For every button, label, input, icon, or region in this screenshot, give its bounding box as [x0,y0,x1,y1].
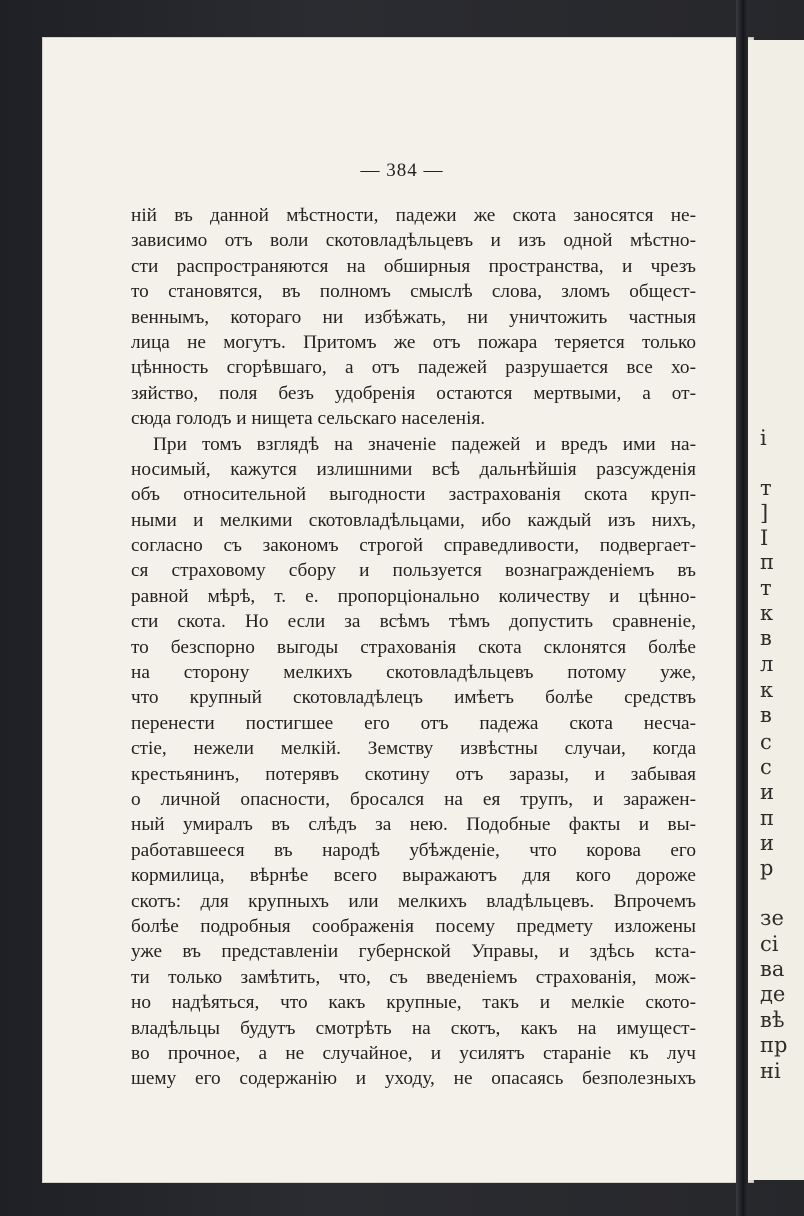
text-line: зяйство, поля безъ удобренія остаются мертвыми, а от- [131,382,696,404]
adjacent-page-fragment: т [760,576,772,600]
text-line: то становятся, въ полномъ смыслѣ слова, зломъ общест- [131,281,696,303]
adjacent-page-fragment: де [760,982,786,1006]
text-line: ти только замѣтить, что, съ введеніемъ страхованія, мож- [131,966,696,988]
text-line: ными и мелкими скотовладѣльцами, ибо каждый изъ нихъ, [131,509,696,531]
adjacent-page-fragment: ] [760,501,769,525]
adjacent-page-fragment: вѣ [760,1008,785,1032]
text-line: зависимо отъ воли скотовладѣльцевъ и изъ одной мѣстно- [131,230,696,252]
text-line: ный умиралъ въ слѣдъ за нею. Подобные факты и вы- [131,814,696,836]
text-line: равной мѣрѣ, т. е. пропорціонально количеству и цѣнно- [131,585,696,607]
adjacent-page-fragment: л [760,652,774,676]
paragraph-last-line: сюда голодъ и нищета сельскаго населенія. [131,408,486,430]
adjacent-page-fragment: I [760,526,769,550]
text-line: но надѣяться, что какъ крупные, такъ и мелкіе ското- [131,992,696,1014]
adjacent-page-fragment: ні [760,1059,781,1083]
text-line: скотъ: для крупныхъ или мелкихъ владѣльцевъ. Впрочемъ [131,890,696,912]
text-line: цѣнность сгорѣвшаго, а отъ падежей разрушается все хо- [131,357,696,379]
text-line: что крупный скотовладѣлецъ имѣетъ болѣе средствъ [131,687,696,709]
text-line: на сторону мелкихъ скотовладѣльцевъ потому уже, [131,662,696,684]
text-line: работавшееся въ народѣ убѣжденіе, что корова его [131,839,696,861]
adjacent-page-fragment: к [760,678,774,702]
adjacent-page-fragment: к [760,601,774,625]
adjacent-page-fragment: і [760,426,767,450]
adjacent-page-fragment: с [760,730,772,754]
page-number: — 384 — [360,160,444,181]
adjacent-page-fragment: и [760,831,774,855]
text-line: кормилица, вѣрнѣе всего выражаютъ для кого дороже [131,865,696,887]
adjacent-page-fragment: пр [760,1033,788,1057]
adjacent-page-edge [748,40,804,1180]
text-line: то безспорно выгоды страхованія скота склонятся болѣе [131,636,696,658]
text-line: ній въ данной мѣстности, падежи же скота заносятся не- [131,205,696,226]
adjacent-page-fragment: зе [760,906,784,930]
text-line: уже въ представленіи губернской Управы, и здѣсь кста- [131,941,696,963]
text-line: сти скота. Но если за всѣмъ тѣмъ допустить сравненіе, [131,611,696,633]
adjacent-page-fragment: и [760,780,774,804]
text-line: ся страховому сбору и пользуется вознагражденіемъ въ [131,560,696,582]
adjacent-page-fragment: п [760,806,774,830]
text-line: во прочное, а не случайное, и усилятъ стараніе къ луч [131,1042,696,1064]
text-line: лица не могутъ. Притомъ же отъ пожара теряется только [131,331,696,353]
text-line: о личной опасности, бросался на ея трупъ, и заражен- [131,788,696,810]
adjacent-page-fragment: в [760,703,772,727]
text-line: болѣе подробныя соображенія посему предмету изложены [131,915,696,937]
adjacent-page-fragment: п [760,550,774,574]
text-line: согласно съ закономъ строгой справедливости, подвергает- [131,535,696,557]
adjacent-page-fragment: в [760,626,772,650]
adjacent-page-fragment: сі [760,932,779,956]
text-line: шему его содержанію и уходу, не опасаясь безполезныхъ [131,1068,696,1090]
adjacent-page-fragment: т [760,476,772,500]
text-line: крестьянинъ, потерявъ скотину отъ заразы, и забывая [131,763,696,785]
paragraph-first-line: При томъ взглядѣ на значеніе падежей и вредъ ими на- [153,433,696,455]
text-line: владѣльцы будутъ смотрѣть на скотъ, какъ на имущест- [131,1017,696,1039]
text-line: веннымъ, котораго ни избѣжать, ни уничтожить частныя [131,306,696,328]
text-line: объ относительной выгодности застрахованія скота круп- [131,484,696,506]
adjacent-page-fragment: с [760,755,772,779]
adjacent-page-fragment: р [760,856,774,880]
text-line: стіе, нежели мелкій. Земству извѣстны случаи, когда [131,738,696,760]
body-text [131,203,696,1092]
text-line: перенести постигшее его отъ падежа скота несча- [131,712,696,734]
text-line: носимый, кажутся излишними всѣ дальнѣйшія разсужденія [131,458,696,480]
book-gutter [736,0,748,1216]
text-line: сти распространяются на обширныя пространства, и чрезъ [131,255,696,277]
adjacent-page-fragment: ва [760,957,785,981]
